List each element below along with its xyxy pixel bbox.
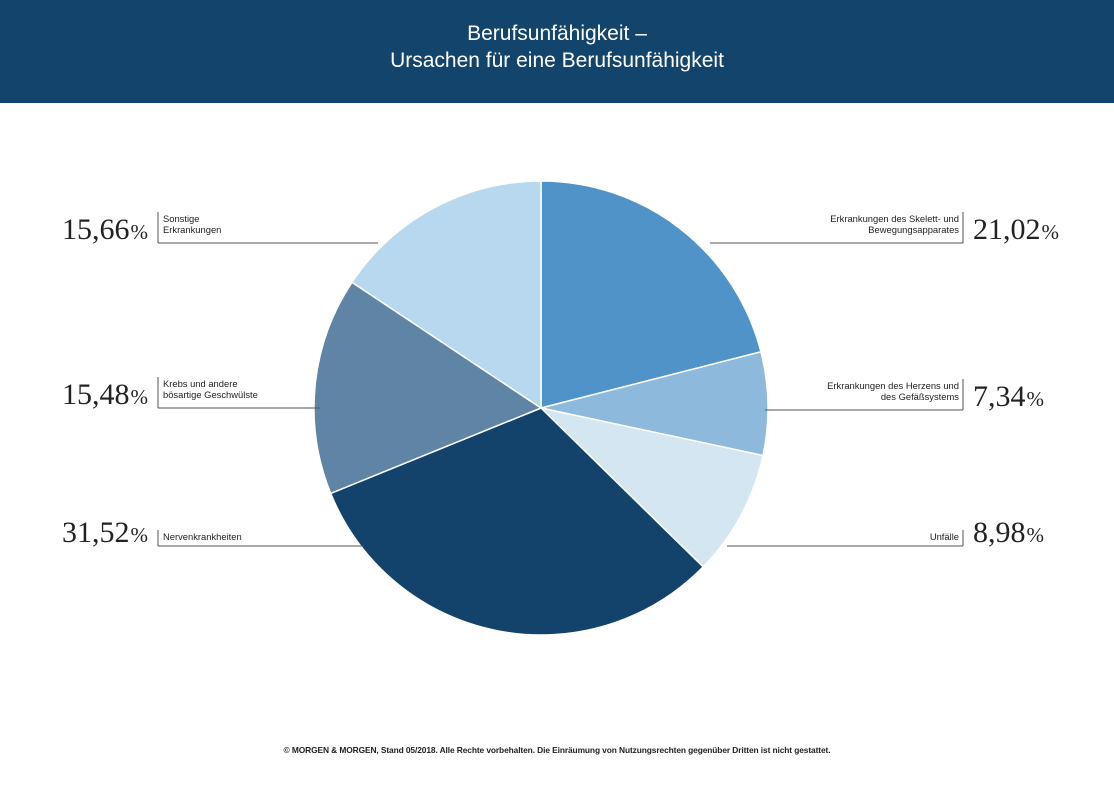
slice-value-unfaelle: 8,98% [973, 516, 1044, 549]
slice-label-herz-line2: des Gefäßsystems [880, 391, 959, 402]
slice-value-nerven: 31,52% [62, 516, 148, 549]
pie-slices [314, 181, 768, 635]
chart-title-line1: Berufsunfähigkeit – [467, 22, 647, 45]
slice-label-sonstige-line1: Sonstige [163, 213, 200, 224]
slice-label-herz-line1: Erkrankungen des Herzens und [827, 380, 959, 391]
slice-label-unfaelle-line1: Unfälle [929, 531, 959, 542]
slice-value-krebs: 15,48% [62, 378, 148, 411]
slice-label-skelett-line1: Erkrankungen des Skelett- und [830, 213, 959, 224]
slice-label-krebs-line2: bösartige Geschwülste [163, 389, 258, 400]
chart-title-line2: Ursachen für eine Berufsunfähigkeit [390, 49, 724, 72]
slice-label-skelett-line2: Bewegungsapparates [868, 224, 959, 235]
slice-label-krebs-line1: Krebs und andere [163, 378, 238, 389]
copyright-footer: © MORGEN & MORGEN, Stand 05/2018. Alle Rechte vorbehalten. Die Einräumung von Nutzungsrechten gegenüber Dritten ist nicht gestattet. [283, 745, 831, 755]
slice-value-herz: 7,34% [973, 380, 1044, 413]
slice-value-skelett: 21,02% [973, 213, 1059, 246]
slice-label-nerven-line1: Nervenkrankheiten [163, 531, 242, 542]
slice-label-sonstige-line2: Erkrankungen [163, 224, 222, 235]
slice-value-sonstige: 15,66% [62, 213, 148, 246]
